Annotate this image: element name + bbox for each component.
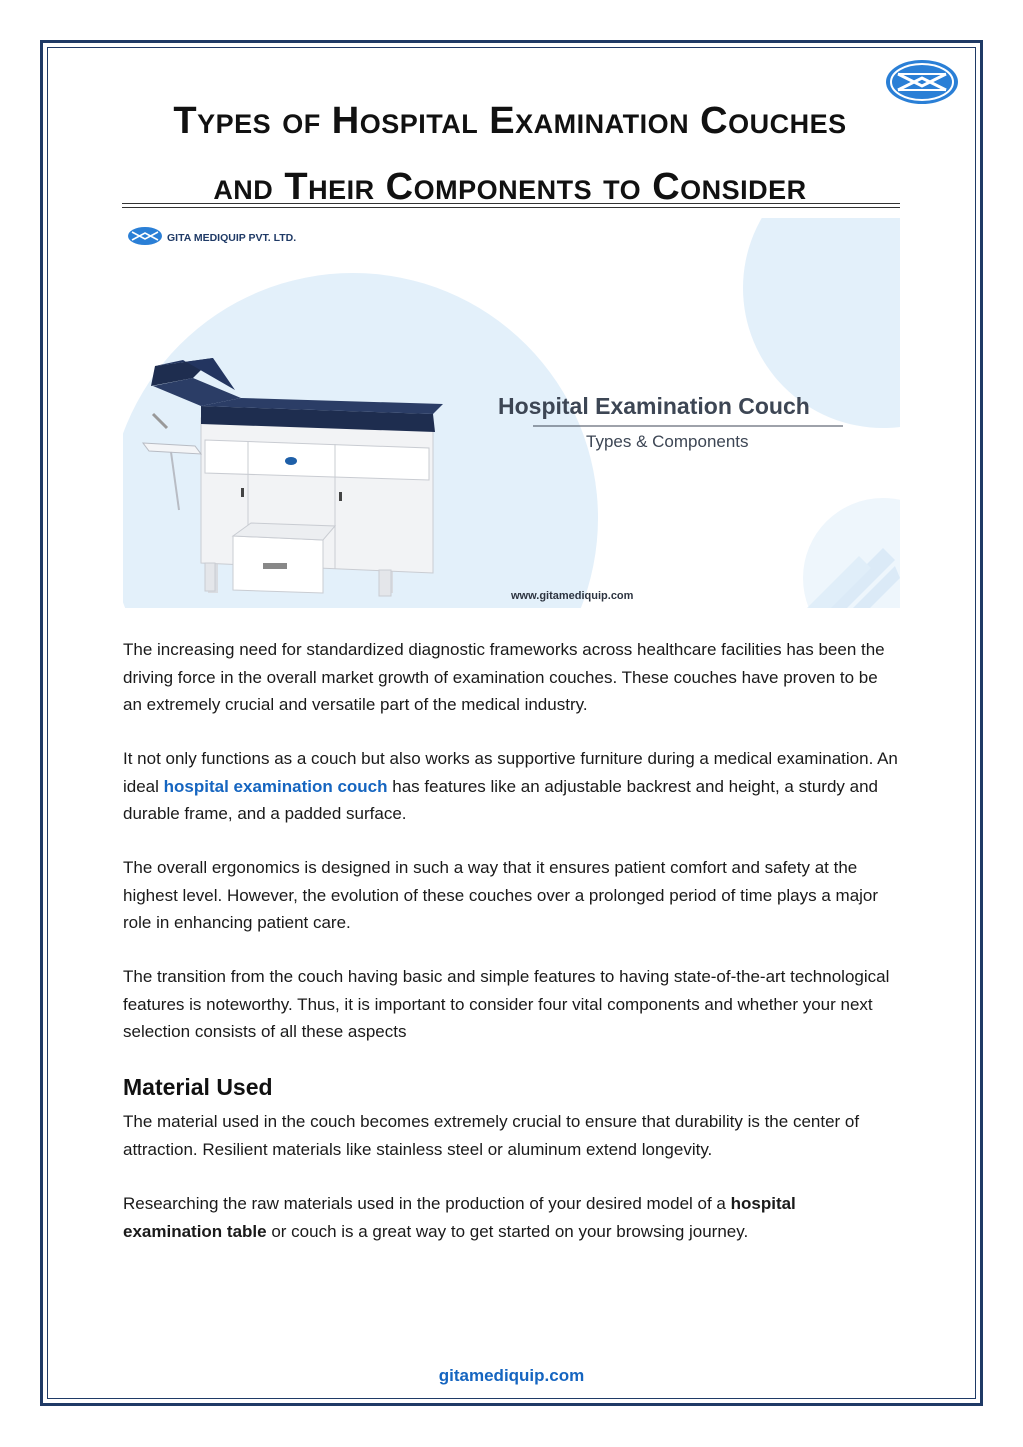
material-paragraph-1 <box>123 1108 898 1163</box>
page-title-line-1: Types of Hospital Examination Couches <box>173 100 847 142</box>
hospital-examination-couch-link[interactable]: hospital examination couch <box>163 776 388 796</box>
intro-paragraph-1 <box>123 636 898 719</box>
intro-paragraph-4 <box>123 963 898 1046</box>
title-divider <box>122 203 900 204</box>
hero-website: www.gitamediquip.com <box>511 590 634 602</box>
title-divider-secondary <box>122 207 900 208</box>
hero-brand-name: GITA MEDIQUIP PVT. LTD. <box>167 232 297 244</box>
paragraph-text: The overall ergonomics is designed in such a way that it ensures patient comfort and safety at the highest level. However, the evolution of these couches over a prolonged period of time plays a major role in enhancing patient care. <box>123 858 879 932</box>
paragraph-text-start: Researching the raw materials used in the production of your desired model of a <box>123 1194 731 1213</box>
hero-banner-image <box>123 218 900 608</box>
intro-paragraph-2 <box>123 745 898 828</box>
footer-website-link[interactable]: gitamediquip.com <box>438 1366 585 1385</box>
hero-headline: Hospital Examination Couch <box>498 393 810 419</box>
page-title <box>120 88 900 220</box>
paragraph-text: The transition from the couch having basic and simple features to having state-of-the-art technological features is noteworthy. Thus, it is important to consider four vital components and whether your next selection consists of all these aspects <box>123 967 890 1041</box>
intro-paragraph-3 <box>123 854 898 937</box>
material-paragraph-2 <box>123 1190 898 1245</box>
paragraph-text-start: It not only functions as a couch but also works as supportive furniture during a medical examination. An ideal <box>123 749 898 796</box>
page-title-line-2: and Their Components to Consider <box>213 166 807 208</box>
section-heading-material-used: Material Used <box>123 1074 273 1100</box>
hospital-examination-table-term: hospital examination table <box>123 1194 796 1241</box>
paragraph-text-end: or couch is a great way to get started on your browsing journey. <box>266 1221 749 1241</box>
hero-subheadline: Types & Components <box>586 432 749 451</box>
paragraph-text-end: has features like an adjustable backrest and height, a sturdy and durable frame, and a padded surface. <box>123 776 878 823</box>
paragraph-text <box>123 1190 898 1245</box>
paragraph-text: The increasing need for standardized diagnostic frameworks across healthcare facilities has been the driving force in the overall market growth of examination couches. These couches have proven to be an extremely crucial and versatile part of the medical industry. <box>123 640 885 714</box>
paragraph-text: The material used in the couch becomes extremely crucial to ensure that durability is the center of attraction. Resilient materials like stainless steel or aluminum extend longevity. <box>123 1112 860 1159</box>
hero-brand-logo <box>128 227 162 245</box>
paragraph-text <box>123 745 898 828</box>
